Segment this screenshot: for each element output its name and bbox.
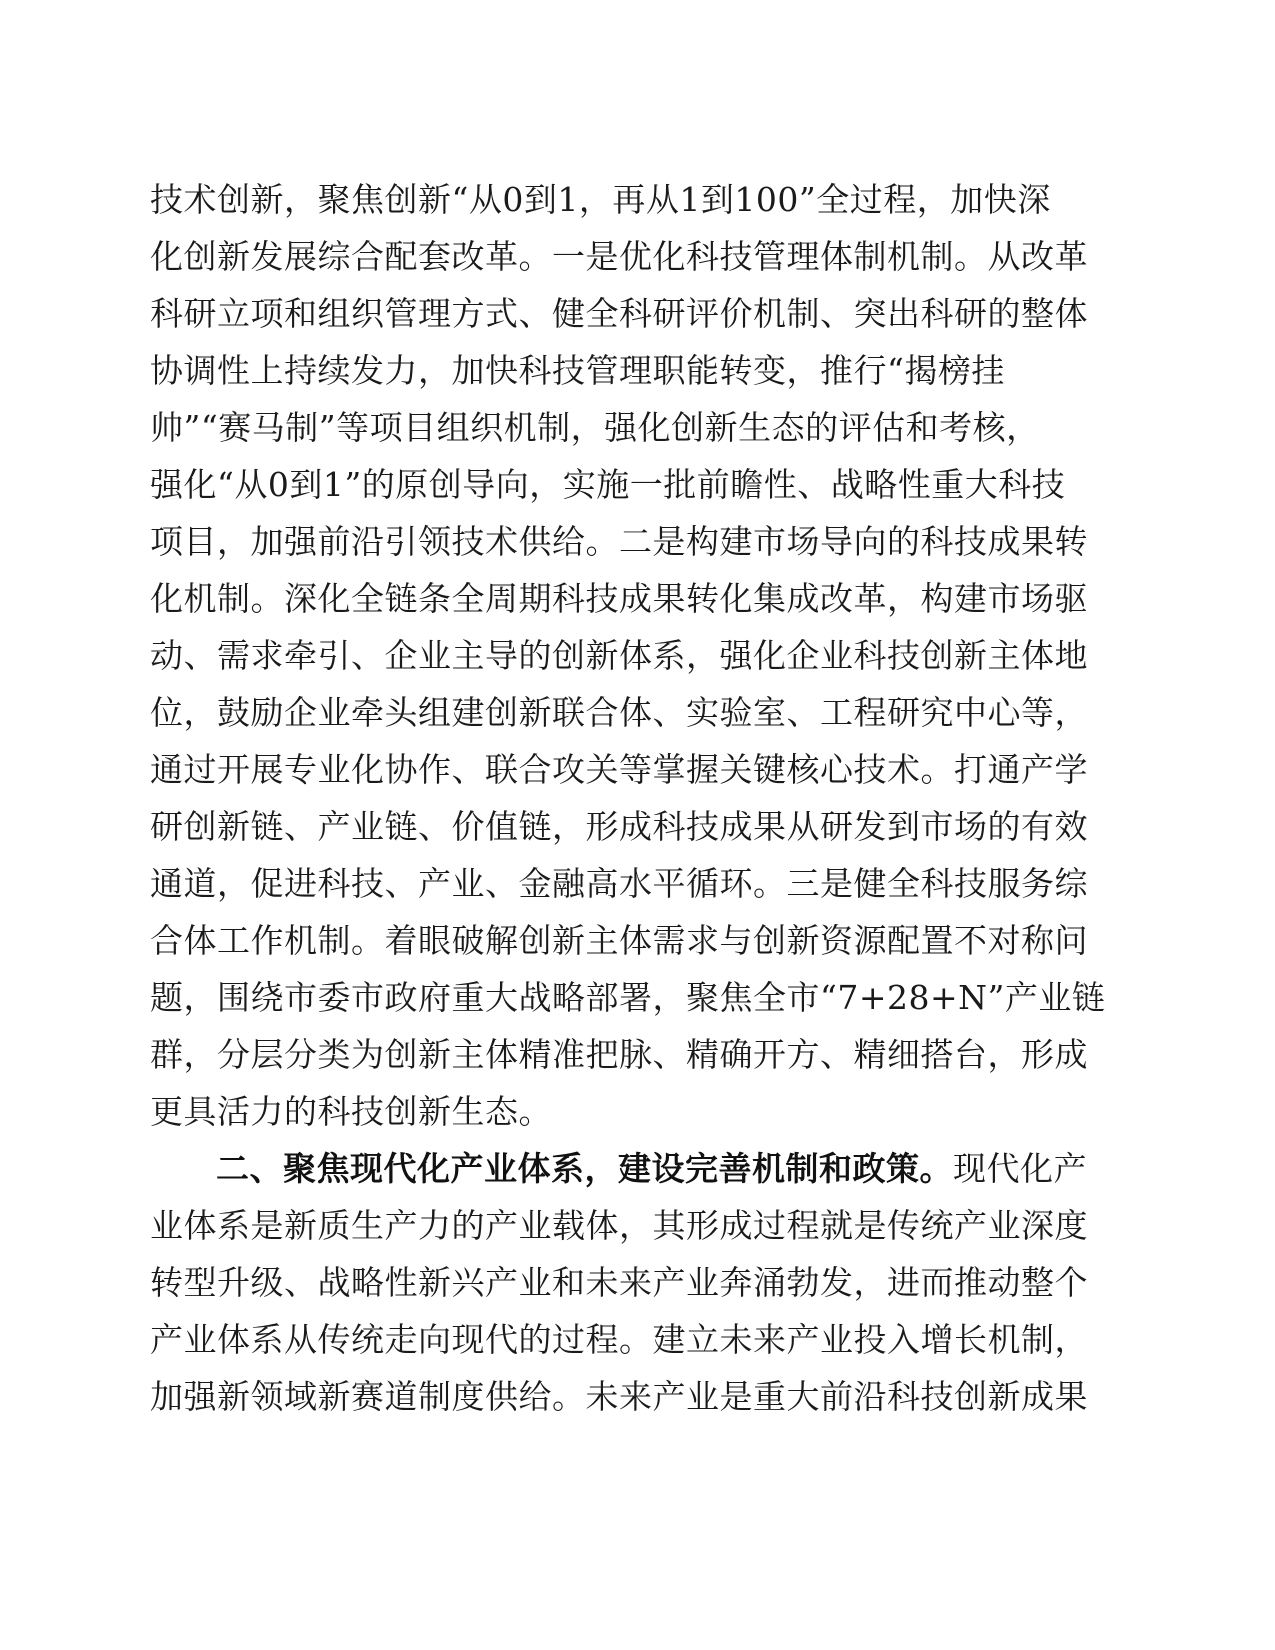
paragraph-line: 帅”“赛马制”等项目组织机制，强化创新生态的评估和考核， (150, 408, 1040, 447)
paragraph-line: 研创新链、产业链、价值链，形成科技成果从研发到市场的有效 (150, 807, 1088, 846)
paragraph-line: 转型升级、战略性新兴产业和未来产业奔涌勃发，进而推动整个 (150, 1263, 1088, 1302)
section-heading: 二、聚焦现代化产业体系，建设完善机制和政策。 (216, 1149, 953, 1188)
paragraph-line: 产业体系从传统走向现代的过程。建立未来产业投入增长机制， (150, 1320, 1088, 1359)
paragraph-line: 项目，加强前沿引领技术供给。二是构建市场导向的科技成果转 (150, 522, 1088, 561)
paragraph-line: 位，鼓励企业牵头组建创新联合体、实验室、工程研究中心等， (150, 693, 1088, 732)
paragraph-line: 合体工作机制。着眼破解创新主体需求与创新资源配置不对称问 (150, 921, 1088, 960)
paragraph-line: 更具活力的科技创新生态。 (150, 1092, 552, 1131)
section-heading-continuation: 现代化产 (953, 1149, 1087, 1188)
paragraph-line: 业体系是新质生产力的产业载体，其形成过程就是传统产业深度 (150, 1206, 1088, 1245)
paragraph-line: 化机制。深化全链条全周期科技成果转化集成改革，构建市场驱 (150, 579, 1088, 618)
paragraph-line: 化创新发展综合配套改革。一是优化科技管理体制机制。从改革 (150, 237, 1088, 276)
section-heading-line (216, 1149, 1087, 1189)
paragraph-line: 协调性上持续发力，加快科技管理职能转变，推行“揭榜挂 (150, 351, 1005, 390)
paragraph-line: 通道，促进科技、产业、金融高水平循环。三是健全科技服务综 (150, 864, 1088, 903)
paragraph-line: 通过开展专业化协作、联合攻关等掌握关键核心技术。打通产学 (150, 750, 1088, 789)
paragraph-line: 强化“从0到1”的原创导向，实施一批前瞻性、战略性重大科技 (150, 465, 1066, 504)
paragraph-line: 技术创新，聚焦创新“从0到1，再从1到100”全过程，加快深 (150, 180, 1051, 219)
paragraph-line: 科研立项和组织管理方式、健全科研评价机制、突出科研的整体 (150, 294, 1088, 333)
paragraph-line: 题，围绕市委市政府重大战略部署，聚焦全市“7+28+N”产业链 (150, 978, 1106, 1017)
paragraph-line: 动、需求牵引、企业主导的创新体系，强化企业科技创新主体地 (150, 636, 1088, 675)
paragraph-line: 加强新领域新赛道制度供给。未来产业是重大前沿科技创新成果 (150, 1377, 1088, 1416)
paragraph-line: 群，分层分类为创新主体精准把脉、精确开方、精细搭台，形成 (150, 1035, 1088, 1074)
